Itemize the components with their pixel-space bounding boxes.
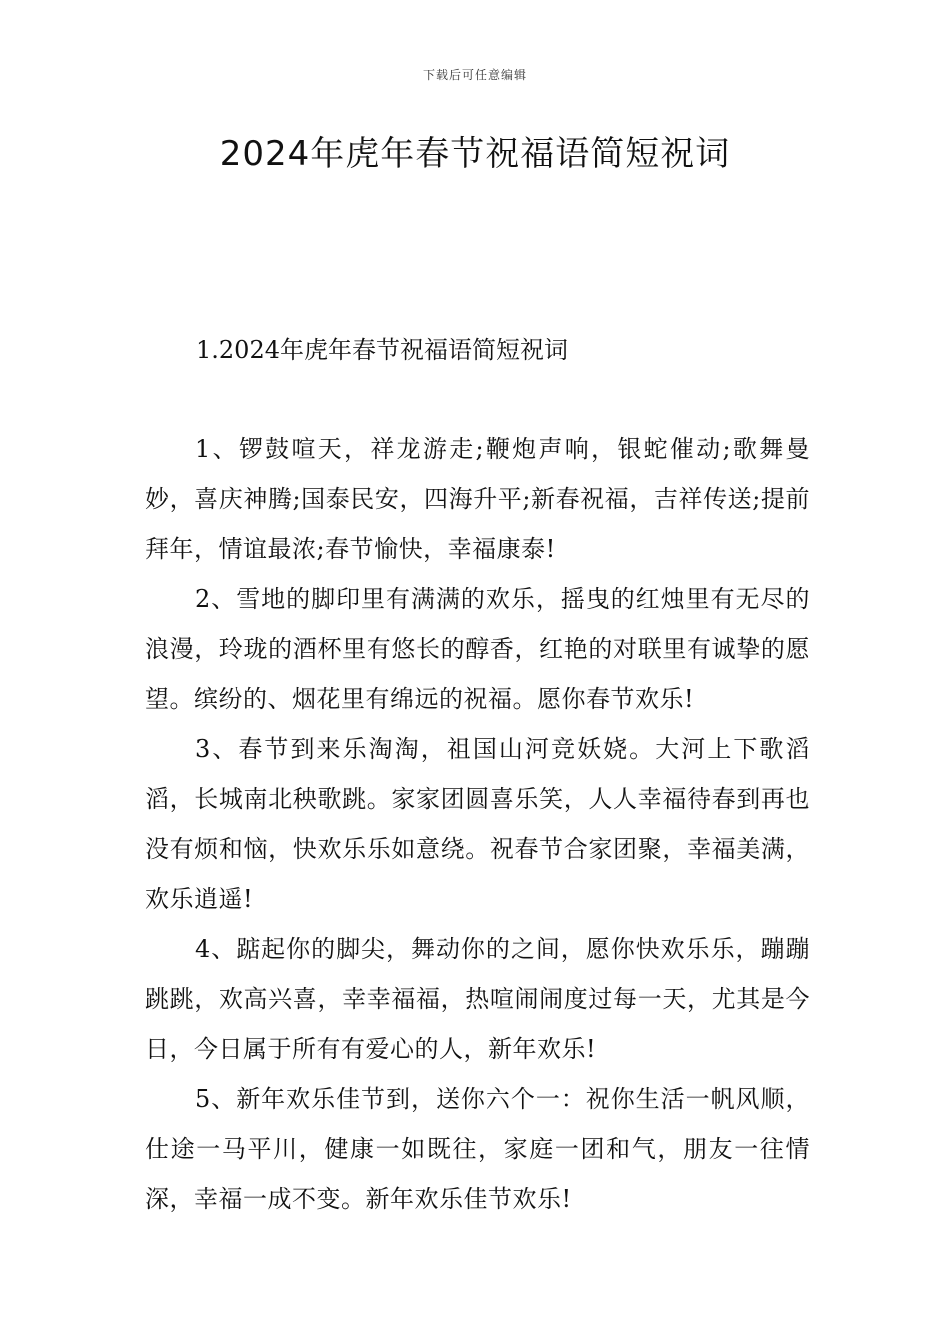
section-heading: 1.2024年虎年春节祝福语简短祝词 [196, 336, 568, 364]
paragraph-2: 2、雪地的脚印里有满满的欢乐，摇曳的红烛里有无尽的浪漫，玲珑的酒杯里有悠长的醇香，红艳的对联里有诚挚的愿望。缤纷的、烟花里有绵远的祝福。愿你春节欢乐! [145, 585, 810, 713]
document-body [145, 424, 810, 1224]
paragraph-4: 4、踮起你的脚尖，舞动你的之间，愿你快欢乐乐，蹦蹦跳跳，欢高兴喜，幸幸福福，热喧闹闹度过每一天，尤其是今日，今日属于所有有爱心的人，新年欢乐! [145, 935, 810, 1063]
paragraph-3: 3、春节到来乐淘淘，祖国山河竞妖娆。大河上下歌滔滔，长城南北秧歌跳。家家团圆喜乐笑，人人幸福待春到再也没有烦和恼，快欢乐乐如意绕。祝春节合家团聚，幸福美满，欢乐逍遥! [145, 735, 810, 913]
header-note: 下载后可任意编辑 [422, 68, 527, 82]
document-title: 2024年虎年春节祝福语简短祝词 [219, 134, 731, 174]
paragraph-5: 5、新年欢乐佳节到，送你六个一：祝你生活一帆风顺，仕途一马平川，健康一如既往，家庭一团和气，朋友一往情深，幸福一成不变。新年欢乐佳节欢乐! [145, 1085, 810, 1213]
paragraph-1: 1、锣鼓喧天，祥龙游走;鞭炮声响，银蛇催动;歌舞曼妙，喜庆神腾;国泰民安，四海升平;新春祝福，吉祥传送;提前拜年，情谊最浓;春节愉快，幸福康泰! [145, 435, 810, 563]
